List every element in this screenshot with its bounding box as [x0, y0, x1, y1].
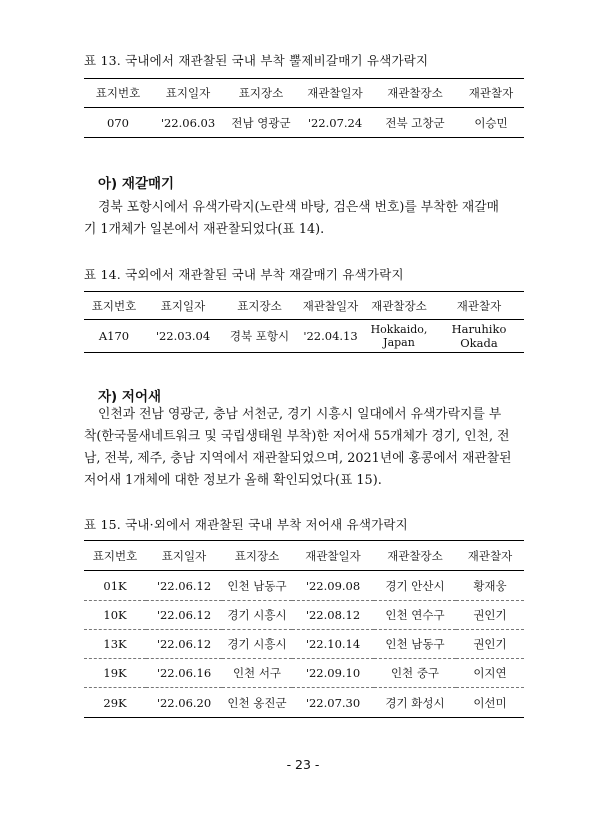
table-cell: 권인기 [473, 637, 507, 651]
header-cell: 표지일자 [161, 548, 207, 563]
table-cell: Haruhiko Okada [451, 322, 507, 350]
header-cell: 재관찰자 [456, 298, 502, 313]
table-cell: 29K [103, 695, 127, 710]
paragraph-line: 착(한국물새네트워크 및 국립생태원 부착)한 저어새 55개체가 경기, 인천, 전 [84, 429, 510, 444]
section-heading: 자) 저어새 [98, 389, 162, 405]
header-cell: 재관찰일자 [305, 548, 361, 563]
table-cell: '22.07.30 [305, 695, 361, 710]
table-row [84, 659, 524, 688]
table15-caption: 표 15. 국내·외에서 재관찰된 국내 부착 저어새 유색가락지 [84, 517, 408, 532]
header-cell: 재관찰일자 [307, 86, 363, 100]
table-cell: 권인기 [473, 608, 507, 622]
paragraph-line: 경북 포항시에서 유색가락지(노란색 바탕, 검은색 번호)를 부착한 재갈매 [98, 200, 500, 215]
header-cell: 표지일자 [165, 86, 211, 100]
table-cell: '22.06.20 [156, 695, 212, 710]
table-cell: '22.06.03 [160, 115, 216, 130]
page-number: - 23 - [286, 757, 320, 772]
table-cell: 인천 남동구 [385, 637, 445, 651]
table-cell: '22.04.13 [303, 329, 358, 343]
table13-caption: 표 13. 국내에서 재관찰된 국내 부착 뿔제비갈매기 유색가락지 [84, 53, 429, 68]
table-row [84, 108, 524, 138]
table-cell: '22.06.12 [156, 637, 212, 651]
table-row [84, 601, 524, 630]
table-cell: '22.03.04 [155, 329, 211, 343]
table14 [84, 291, 524, 353]
table-cell: '22.07.24 [307, 115, 363, 130]
paragraph [84, 197, 524, 241]
table-cell: 이승민 [474, 115, 508, 130]
table-cell: 인천 옹진군 [227, 695, 287, 710]
table-cell: A170 [98, 329, 130, 343]
table-cell: '22.09.08 [305, 578, 361, 593]
table-cell: 이지연 [473, 666, 507, 680]
table-row [84, 571, 524, 601]
paragraph-line: 인천과 전남 영광군, 충남 서천군, 경기 시흥시 일대에서 유색가락지를 부 [98, 407, 502, 422]
table-cell: 경북 포항시 [229, 329, 290, 343]
table-cell: '22.08.12 [305, 608, 361, 622]
header-cell: 표지장소 [237, 298, 282, 313]
table-cell: 070 [107, 115, 129, 130]
table-cell: '22.10.14 [305, 637, 361, 651]
table-cell: 01K [103, 578, 127, 593]
table-cell: 인천 중구 [390, 666, 440, 680]
table-cell: 인천 연수구 [385, 608, 445, 622]
section-heading: 아) 재갈매기 [98, 176, 175, 192]
table-cell: 13K [103, 637, 127, 651]
header-cell: 재관찰장소 [387, 86, 443, 100]
table-cell: 경기 시흥시 [227, 608, 287, 622]
header-cell: 표지번호 [91, 298, 137, 313]
header-cell: 재관찰장소 [371, 298, 427, 313]
table-row [84, 688, 524, 718]
header-cell: 표지번호 [95, 86, 141, 100]
table14-caption: 표 14. 국외에서 재관찰된 국내 부착 재갈매기 유색가락지 [84, 267, 404, 282]
table-cell: '22.06.16 [156, 666, 212, 680]
table-cell: 전남 영광군 [231, 115, 291, 130]
table-row [84, 630, 524, 659]
table13 [84, 78, 524, 138]
table-cell: 이선미 [473, 695, 507, 710]
paragraph [84, 404, 524, 492]
table-cell: 인천 서구 [232, 666, 282, 680]
table-cell: '22.06.12 [156, 578, 212, 593]
table15 [84, 540, 524, 718]
re-place-line: Hokkaido, [370, 323, 428, 336]
table-cell: 19K [103, 666, 127, 680]
paragraph-line: 저어새 1개체에 대한 정보가 올해 확인되었다(표 15). [84, 473, 382, 488]
header-cell: 재관찰자 [468, 86, 514, 100]
table-cell: 경기 화성시 [385, 695, 445, 710]
re-place-line: Japan [383, 336, 415, 349]
table-cell [364, 320, 434, 353]
table-cell: 경기 안산시 [385, 578, 445, 593]
table-cell: 전북 고창군 [385, 115, 445, 130]
header-cell: 표지장소 [234, 548, 280, 563]
paragraph-line: 남, 전북, 제주, 충남 지역에서 재관찰되었으며, 2021년에 홍콩에서 재관찰된 [84, 451, 512, 466]
table-cell: '22.06.12 [156, 608, 212, 622]
table-cell: 인천 남동구 [227, 578, 287, 593]
table-row [84, 320, 524, 353]
header-cell: 표지일자 [160, 298, 206, 313]
table-cell: 경기 시흥시 [227, 637, 287, 651]
header-cell: 재관찰일자 [302, 298, 359, 313]
table-cell: 황재웅 [473, 578, 507, 593]
header-cell: 표지장소 [238, 86, 284, 100]
header-cell: 재관찰장소 [387, 548, 443, 563]
header-cell: 재관찰자 [467, 548, 513, 563]
header-cell: 표지번호 [92, 548, 138, 563]
paragraph-line: 기 1개체가 일본에서 재관찰되었다(표 14). [84, 222, 325, 237]
table-cell: '22.09.10 [305, 666, 361, 680]
table-cell: 10K [103, 608, 127, 622]
